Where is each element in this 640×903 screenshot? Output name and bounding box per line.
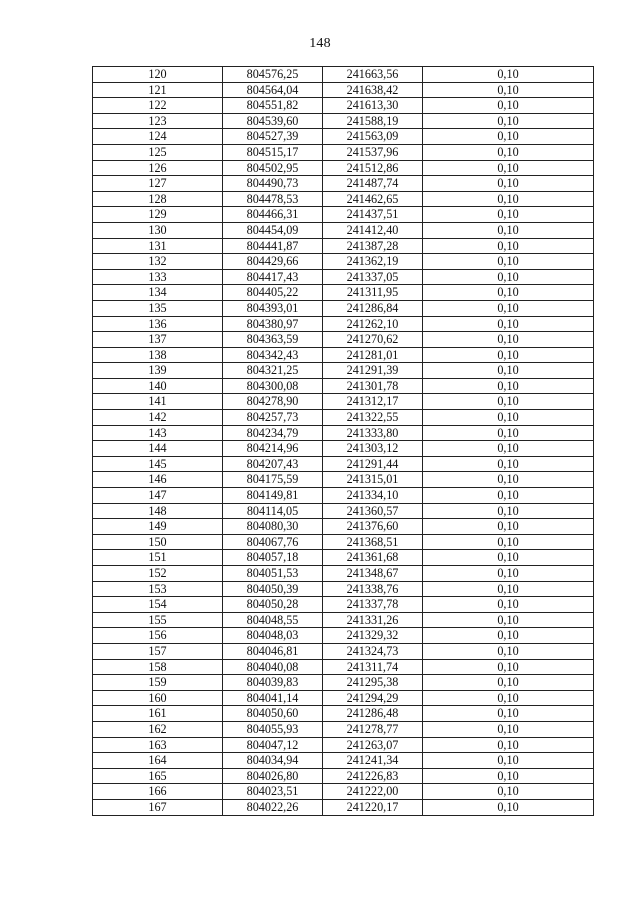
- accuracy-cell: 0,10: [423, 363, 594, 379]
- point-number-cell: 149: [93, 519, 223, 535]
- y-coordinate-cell: 241387,28: [323, 238, 423, 254]
- table-row: [93, 799, 594, 815]
- x-coordinate-cell: 804539,60: [223, 113, 323, 129]
- point-number-cell: 127: [93, 176, 223, 192]
- y-coordinate-cell: 241241,34: [323, 753, 423, 769]
- table-row: [93, 98, 594, 114]
- table-row: [93, 67, 594, 83]
- x-coordinate-cell: 804080,30: [223, 519, 323, 535]
- accuracy-cell: 0,10: [423, 441, 594, 457]
- y-coordinate-cell: 241613,30: [323, 98, 423, 114]
- x-coordinate-cell: 804026,80: [223, 768, 323, 784]
- x-coordinate-cell: 804478,53: [223, 191, 323, 207]
- table-row: [93, 503, 594, 519]
- y-coordinate-cell: 241331,26: [323, 612, 423, 628]
- table-row: [93, 643, 594, 659]
- point-number-cell: 154: [93, 597, 223, 613]
- point-number-cell: 142: [93, 410, 223, 426]
- accuracy-cell: 0,10: [423, 519, 594, 535]
- accuracy-cell: 0,10: [423, 456, 594, 472]
- y-coordinate-cell: 241512,86: [323, 160, 423, 176]
- accuracy-cell: 0,10: [423, 425, 594, 441]
- table-row: [93, 581, 594, 597]
- point-number-cell: 124: [93, 129, 223, 145]
- table-row: [93, 425, 594, 441]
- x-coordinate-cell: 804278,90: [223, 394, 323, 410]
- x-coordinate-cell: 804055,93: [223, 721, 323, 737]
- point-number-cell: 151: [93, 550, 223, 566]
- y-coordinate-cell: 241362,19: [323, 254, 423, 270]
- table-row: [93, 519, 594, 535]
- table-row: [93, 176, 594, 192]
- y-coordinate-cell: 241329,32: [323, 628, 423, 644]
- table-row: [93, 347, 594, 363]
- y-coordinate-cell: 241412,40: [323, 222, 423, 238]
- x-coordinate-cell: 804234,79: [223, 425, 323, 441]
- x-coordinate-cell: 804034,94: [223, 753, 323, 769]
- accuracy-cell: 0,10: [423, 472, 594, 488]
- accuracy-cell: 0,10: [423, 737, 594, 753]
- accuracy-cell: 0,10: [423, 706, 594, 722]
- point-number-cell: 157: [93, 643, 223, 659]
- y-coordinate-cell: 241281,01: [323, 347, 423, 363]
- point-number-cell: 161: [93, 706, 223, 722]
- accuracy-cell: 0,10: [423, 659, 594, 675]
- point-number-cell: 152: [93, 566, 223, 582]
- y-coordinate-cell: 241226,83: [323, 768, 423, 784]
- accuracy-cell: 0,10: [423, 550, 594, 566]
- accuracy-cell: 0,10: [423, 129, 594, 145]
- accuracy-cell: 0,10: [423, 269, 594, 285]
- x-coordinate-cell: 804564,04: [223, 82, 323, 98]
- accuracy-cell: 0,10: [423, 534, 594, 550]
- point-number-cell: 162: [93, 721, 223, 737]
- accuracy-cell: 0,10: [423, 285, 594, 301]
- point-number-cell: 156: [93, 628, 223, 644]
- table-row: [93, 612, 594, 628]
- accuracy-cell: 0,10: [423, 721, 594, 737]
- x-coordinate-cell: 804040,08: [223, 659, 323, 675]
- accuracy-cell: 0,10: [423, 410, 594, 426]
- x-coordinate-cell: 804576,25: [223, 67, 323, 83]
- point-number-cell: 134: [93, 285, 223, 301]
- point-number-cell: 129: [93, 207, 223, 223]
- accuracy-cell: 0,10: [423, 332, 594, 348]
- point-number-cell: 140: [93, 378, 223, 394]
- x-coordinate-cell: 804417,43: [223, 269, 323, 285]
- table-row: [93, 441, 594, 457]
- x-coordinate-cell: 804048,55: [223, 612, 323, 628]
- x-coordinate-cell: 804207,43: [223, 456, 323, 472]
- table-row: [93, 737, 594, 753]
- accuracy-cell: 0,10: [423, 191, 594, 207]
- table-row: [93, 706, 594, 722]
- x-coordinate-cell: 804114,05: [223, 503, 323, 519]
- point-number-cell: 166: [93, 784, 223, 800]
- point-number-cell: 148: [93, 503, 223, 519]
- x-coordinate-cell: 804048,03: [223, 628, 323, 644]
- x-coordinate-cell: 804023,51: [223, 784, 323, 800]
- y-coordinate-cell: 241348,67: [323, 566, 423, 582]
- point-number-cell: 126: [93, 160, 223, 176]
- table-row: [93, 113, 594, 129]
- x-coordinate-cell: 804050,28: [223, 597, 323, 613]
- point-number-cell: 160: [93, 690, 223, 706]
- point-number-cell: 138: [93, 347, 223, 363]
- accuracy-cell: 0,10: [423, 675, 594, 691]
- coordinates-table-body: [93, 67, 594, 816]
- x-coordinate-cell: 804051,53: [223, 566, 323, 582]
- accuracy-cell: 0,10: [423, 67, 594, 83]
- y-coordinate-cell: 241315,01: [323, 472, 423, 488]
- x-coordinate-cell: 804515,17: [223, 144, 323, 160]
- y-coordinate-cell: 241663,56: [323, 67, 423, 83]
- table-row: [93, 410, 594, 426]
- y-coordinate-cell: 241286,84: [323, 300, 423, 316]
- point-number-cell: 125: [93, 144, 223, 160]
- point-number-cell: 139: [93, 363, 223, 379]
- y-coordinate-cell: 241333,80: [323, 425, 423, 441]
- table-row: [93, 721, 594, 737]
- accuracy-cell: 0,10: [423, 690, 594, 706]
- table-row: [93, 144, 594, 160]
- accuracy-cell: 0,10: [423, 784, 594, 800]
- accuracy-cell: 0,10: [423, 753, 594, 769]
- x-coordinate-cell: 804050,39: [223, 581, 323, 597]
- table-row: [93, 222, 594, 238]
- point-number-cell: 146: [93, 472, 223, 488]
- x-coordinate-cell: 804214,96: [223, 441, 323, 457]
- accuracy-cell: 0,10: [423, 581, 594, 597]
- y-coordinate-cell: 241270,62: [323, 332, 423, 348]
- table-row: [93, 332, 594, 348]
- table-row: [93, 675, 594, 691]
- y-coordinate-cell: 241462,65: [323, 191, 423, 207]
- y-coordinate-cell: 241563,09: [323, 129, 423, 145]
- y-coordinate-cell: 241301,78: [323, 378, 423, 394]
- point-number-cell: 158: [93, 659, 223, 675]
- y-coordinate-cell: 241286,48: [323, 706, 423, 722]
- table-row: [93, 784, 594, 800]
- table-row: [93, 550, 594, 566]
- accuracy-cell: 0,10: [423, 238, 594, 254]
- point-number-cell: 144: [93, 441, 223, 457]
- table-row: [93, 456, 594, 472]
- accuracy-cell: 0,10: [423, 300, 594, 316]
- table-row: [93, 394, 594, 410]
- x-coordinate-cell: 804022,26: [223, 799, 323, 815]
- accuracy-cell: 0,10: [423, 612, 594, 628]
- table-row: [93, 597, 594, 613]
- table-row: [93, 628, 594, 644]
- accuracy-cell: 0,10: [423, 98, 594, 114]
- accuracy-cell: 0,10: [423, 503, 594, 519]
- point-number-cell: 164: [93, 753, 223, 769]
- accuracy-cell: 0,10: [423, 628, 594, 644]
- point-number-cell: 150: [93, 534, 223, 550]
- x-coordinate-cell: 804490,73: [223, 176, 323, 192]
- y-coordinate-cell: 241537,96: [323, 144, 423, 160]
- x-coordinate-cell: 804466,31: [223, 207, 323, 223]
- y-coordinate-cell: 241311,74: [323, 659, 423, 675]
- y-coordinate-cell: 241324,73: [323, 643, 423, 659]
- y-coordinate-cell: 241368,51: [323, 534, 423, 550]
- x-coordinate-cell: 804502,95: [223, 160, 323, 176]
- point-number-cell: 165: [93, 768, 223, 784]
- accuracy-cell: 0,10: [423, 222, 594, 238]
- point-number-cell: 135: [93, 300, 223, 316]
- accuracy-cell: 0,10: [423, 144, 594, 160]
- x-coordinate-cell: 804321,25: [223, 363, 323, 379]
- accuracy-cell: 0,10: [423, 113, 594, 129]
- accuracy-cell: 0,10: [423, 316, 594, 332]
- y-coordinate-cell: 241334,10: [323, 488, 423, 504]
- y-coordinate-cell: 241312,17: [323, 394, 423, 410]
- y-coordinate-cell: 241291,44: [323, 456, 423, 472]
- point-number-cell: 122: [93, 98, 223, 114]
- y-coordinate-cell: 241437,51: [323, 207, 423, 223]
- x-coordinate-cell: 804047,12: [223, 737, 323, 753]
- table-row: [93, 207, 594, 223]
- table-row: [93, 690, 594, 706]
- table-row: [93, 238, 594, 254]
- y-coordinate-cell: 241360,57: [323, 503, 423, 519]
- point-number-cell: 143: [93, 425, 223, 441]
- point-number-cell: 141: [93, 394, 223, 410]
- y-coordinate-cell: 241295,38: [323, 675, 423, 691]
- y-coordinate-cell: 241638,42: [323, 82, 423, 98]
- accuracy-cell: 0,10: [423, 597, 594, 613]
- x-coordinate-cell: 804067,76: [223, 534, 323, 550]
- point-number-cell: 133: [93, 269, 223, 285]
- table-row: [93, 160, 594, 176]
- point-number-cell: 163: [93, 737, 223, 753]
- table-row: [93, 300, 594, 316]
- table-row: [93, 472, 594, 488]
- x-coordinate-cell: 804050,60: [223, 706, 323, 722]
- x-coordinate-cell: 804380,97: [223, 316, 323, 332]
- table-row: [93, 488, 594, 504]
- point-number-cell: 132: [93, 254, 223, 270]
- y-coordinate-cell: 241262,10: [323, 316, 423, 332]
- table-row: [93, 768, 594, 784]
- y-coordinate-cell: 241487,74: [323, 176, 423, 192]
- x-coordinate-cell: 804149,81: [223, 488, 323, 504]
- accuracy-cell: 0,10: [423, 347, 594, 363]
- y-coordinate-cell: 241322,55: [323, 410, 423, 426]
- accuracy-cell: 0,10: [423, 254, 594, 270]
- y-coordinate-cell: 241376,60: [323, 519, 423, 535]
- y-coordinate-cell: 241303,12: [323, 441, 423, 457]
- table-row: [93, 269, 594, 285]
- x-coordinate-cell: 804441,87: [223, 238, 323, 254]
- point-number-cell: 147: [93, 488, 223, 504]
- y-coordinate-cell: 241338,76: [323, 581, 423, 597]
- point-number-cell: 130: [93, 222, 223, 238]
- table-row: [93, 191, 594, 207]
- accuracy-cell: 0,10: [423, 378, 594, 394]
- x-coordinate-cell: 804405,22: [223, 285, 323, 301]
- x-coordinate-cell: 804342,43: [223, 347, 323, 363]
- x-coordinate-cell: 804551,82: [223, 98, 323, 114]
- x-coordinate-cell: 804039,83: [223, 675, 323, 691]
- y-coordinate-cell: 241588,19: [323, 113, 423, 129]
- point-number-cell: 123: [93, 113, 223, 129]
- accuracy-cell: 0,10: [423, 643, 594, 659]
- x-coordinate-cell: 804527,39: [223, 129, 323, 145]
- y-coordinate-cell: 241222,00: [323, 784, 423, 800]
- x-coordinate-cell: 804300,08: [223, 378, 323, 394]
- point-number-cell: 131: [93, 238, 223, 254]
- x-coordinate-cell: 804175,59: [223, 472, 323, 488]
- y-coordinate-cell: 241278,77: [323, 721, 423, 737]
- table-row: [93, 316, 594, 332]
- x-coordinate-cell: 804454,09: [223, 222, 323, 238]
- point-number-cell: 121: [93, 82, 223, 98]
- point-number-cell: 136: [93, 316, 223, 332]
- table-row: [93, 659, 594, 675]
- point-number-cell: 155: [93, 612, 223, 628]
- x-coordinate-cell: 804393,01: [223, 300, 323, 316]
- page-number: 148: [309, 36, 331, 51]
- y-coordinate-cell: 241337,05: [323, 269, 423, 285]
- point-number-cell: 137: [93, 332, 223, 348]
- accuracy-cell: 0,10: [423, 160, 594, 176]
- coordinates-table: [92, 66, 594, 816]
- point-number-cell: 120: [93, 67, 223, 83]
- y-coordinate-cell: 241361,68: [323, 550, 423, 566]
- accuracy-cell: 0,10: [423, 82, 594, 98]
- table-row: [93, 378, 594, 394]
- point-number-cell: 167: [93, 799, 223, 815]
- y-coordinate-cell: 241263,07: [323, 737, 423, 753]
- table-row: [93, 285, 594, 301]
- table-row: [93, 82, 594, 98]
- y-coordinate-cell: 241291,39: [323, 363, 423, 379]
- x-coordinate-cell: 804363,59: [223, 332, 323, 348]
- x-coordinate-cell: 804041,14: [223, 690, 323, 706]
- table-row: [93, 254, 594, 270]
- accuracy-cell: 0,10: [423, 566, 594, 582]
- table-row: [93, 129, 594, 145]
- x-coordinate-cell: 804257,73: [223, 410, 323, 426]
- accuracy-cell: 0,10: [423, 799, 594, 815]
- accuracy-cell: 0,10: [423, 768, 594, 784]
- accuracy-cell: 0,10: [423, 488, 594, 504]
- point-number-cell: 153: [93, 581, 223, 597]
- y-coordinate-cell: 241311,95: [323, 285, 423, 301]
- point-number-cell: 159: [93, 675, 223, 691]
- x-coordinate-cell: 804046,81: [223, 643, 323, 659]
- table-row: [93, 534, 594, 550]
- x-coordinate-cell: 804429,66: [223, 254, 323, 270]
- table-row: [93, 363, 594, 379]
- x-coordinate-cell: 804057,18: [223, 550, 323, 566]
- accuracy-cell: 0,10: [423, 207, 594, 223]
- accuracy-cell: 0,10: [423, 394, 594, 410]
- y-coordinate-cell: 241337,78: [323, 597, 423, 613]
- point-number-cell: 128: [93, 191, 223, 207]
- y-coordinate-cell: 241220,17: [323, 799, 423, 815]
- y-coordinate-cell: 241294,29: [323, 690, 423, 706]
- point-number-cell: 145: [93, 456, 223, 472]
- table-row: [93, 753, 594, 769]
- accuracy-cell: 0,10: [423, 176, 594, 192]
- table-row: [93, 566, 594, 582]
